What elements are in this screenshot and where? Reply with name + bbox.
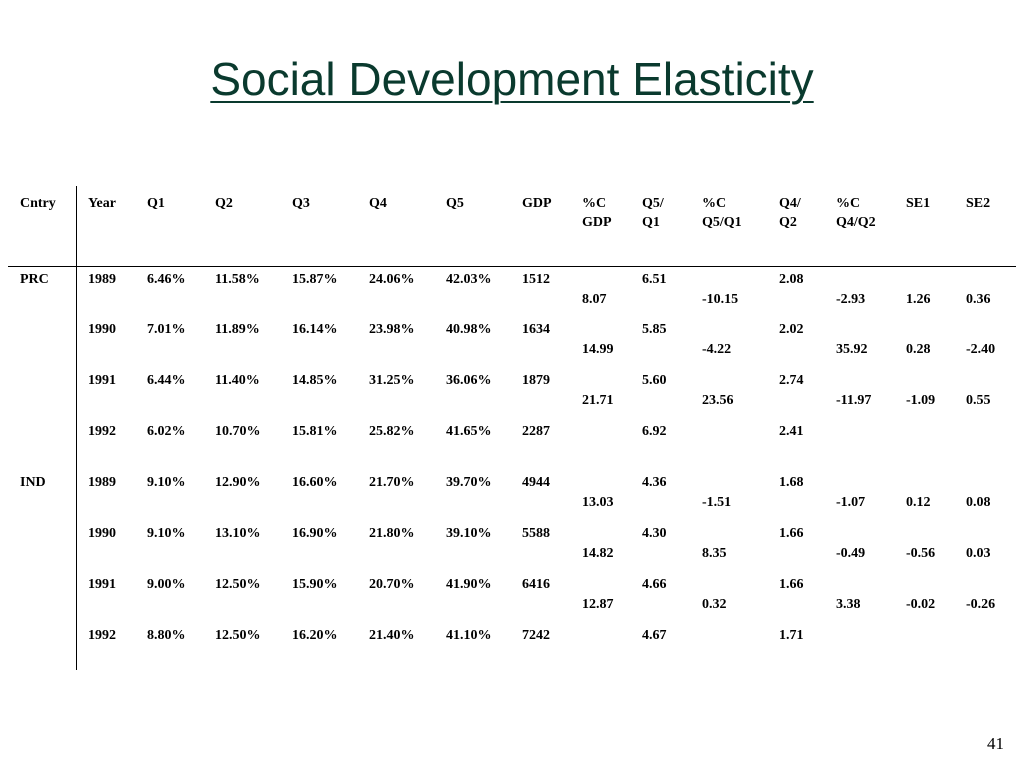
table-cell-q3: 15.87% bbox=[292, 272, 338, 287]
table-cell-pc-q4q2: 3.38 bbox=[836, 597, 861, 612]
table-cell-se1: 0.12 bbox=[906, 495, 931, 510]
table-cell-year: 1989 bbox=[88, 272, 116, 287]
column-header-line: Q5/Q1 bbox=[702, 215, 742, 230]
table-cell-se1: 1.26 bbox=[906, 292, 931, 307]
table-cell-q2: 10.70% bbox=[215, 424, 261, 439]
table-cell-q5: 39.10% bbox=[446, 526, 492, 541]
column-header-line: Cntry bbox=[20, 196, 56, 211]
table-cell-pc-gdp: 14.82 bbox=[582, 546, 614, 561]
table-cell-q4: 24.06% bbox=[369, 272, 415, 287]
table-cell-pc-gdp: 12.87 bbox=[582, 597, 614, 612]
column-header-line: Year bbox=[88, 196, 116, 211]
table-cell-q4: 21.40% bbox=[369, 628, 415, 643]
column-header bbox=[147, 194, 165, 213]
table-cell-q3: 16.20% bbox=[292, 628, 338, 643]
table-cell-q5: 41.65% bbox=[446, 424, 492, 439]
table-cell-year: 1991 bbox=[88, 373, 116, 388]
table-header-rule bbox=[8, 266, 1016, 267]
column-header bbox=[906, 194, 930, 213]
table-cell-gdp: 1879 bbox=[522, 373, 550, 388]
table-cell-q4q2: 2.74 bbox=[779, 373, 804, 388]
table-cell-se2: 0.55 bbox=[966, 393, 991, 408]
table-cell-q2: 11.89% bbox=[215, 322, 260, 337]
table-cell-pc-q5q1: -10.15 bbox=[702, 292, 739, 307]
table-cell-se2: -2.40 bbox=[966, 342, 996, 357]
table-cell-pc-q4q2: -0.49 bbox=[836, 546, 866, 561]
table-cell-se1: 0.28 bbox=[906, 342, 931, 357]
column-header-line: Q5 bbox=[446, 196, 464, 211]
table-cell-pc-q4q2: -11.97 bbox=[836, 393, 872, 408]
table-cell-year: 1990 bbox=[88, 322, 116, 337]
table-cell-pc-gdp: 14.99 bbox=[582, 342, 614, 357]
table-cell-q1: 6.46% bbox=[147, 272, 186, 287]
column-header-line: %C bbox=[836, 196, 861, 211]
table-cell-q1: 9.10% bbox=[147, 475, 186, 490]
table-cell-q4: 20.70% bbox=[369, 577, 415, 592]
table-cell-q5q1: 4.36 bbox=[642, 475, 667, 490]
table-cell-se1: -0.56 bbox=[906, 546, 936, 561]
table-cell-q4q2: 2.02 bbox=[779, 322, 804, 337]
column-header bbox=[292, 194, 310, 213]
table-cell-q2: 11.58% bbox=[215, 272, 260, 287]
table-cell-cntry: IND bbox=[20, 475, 46, 490]
table-cell-pc-q4q2: 35.92 bbox=[836, 342, 868, 357]
table-cell-q1: 6.44% bbox=[147, 373, 186, 388]
table-cell-q5: 41.90% bbox=[446, 577, 492, 592]
table-cell-gdp: 6416 bbox=[522, 577, 550, 592]
column-header-line: Q3 bbox=[292, 196, 310, 211]
table-cell-pc-q5q1: -1.51 bbox=[702, 495, 732, 510]
column-header-line: %C bbox=[582, 196, 607, 211]
column-header-line: Q4/Q2 bbox=[836, 215, 876, 230]
table-cell-pc-q4q2: -2.93 bbox=[836, 292, 866, 307]
column-header-line: %C bbox=[702, 196, 727, 211]
table-cell-q5: 41.10% bbox=[446, 628, 492, 643]
table-cell-q5q1: 5.85 bbox=[642, 322, 667, 337]
table-cell-year: 1992 bbox=[88, 424, 116, 439]
table-cell-q5q1: 4.30 bbox=[642, 526, 667, 541]
column-header-line: Q2 bbox=[779, 215, 797, 230]
column-header bbox=[369, 194, 387, 213]
table-cell-q1: 9.00% bbox=[147, 577, 186, 592]
column-header-line: Q1 bbox=[147, 196, 165, 211]
table-cell-q1: 7.01% bbox=[147, 322, 186, 337]
column-header-line: GDP bbox=[522, 196, 552, 211]
table-cell-q3: 16.14% bbox=[292, 322, 338, 337]
table-cell-pc-gdp: 13.03 bbox=[582, 495, 614, 510]
table-vertical-rule bbox=[76, 186, 77, 670]
table-cell-q1: 6.02% bbox=[147, 424, 186, 439]
table-cell-se2: 0.08 bbox=[966, 495, 991, 510]
table-cell-q5q1: 4.67 bbox=[642, 628, 667, 643]
column-header bbox=[215, 194, 233, 213]
data-table bbox=[8, 186, 1016, 670]
table-cell-q2: 13.10% bbox=[215, 526, 261, 541]
table-cell-q5: 40.98% bbox=[446, 322, 492, 337]
column-header bbox=[522, 194, 552, 213]
table-cell-pc-q5q1: -4.22 bbox=[702, 342, 732, 357]
table-cell-year: 1992 bbox=[88, 628, 116, 643]
table-cell-se2: 0.36 bbox=[966, 292, 991, 307]
table-cell-pc-gdp: 8.07 bbox=[582, 292, 607, 307]
table-cell-q2: 12.50% bbox=[215, 577, 261, 592]
column-header-line: Q1 bbox=[642, 215, 660, 230]
table-cell-gdp: 7242 bbox=[522, 628, 550, 643]
table-cell-q5q1: 5.60 bbox=[642, 373, 667, 388]
table-cell-gdp: 5588 bbox=[522, 526, 550, 541]
column-header bbox=[446, 194, 464, 213]
column-header bbox=[88, 194, 116, 213]
column-header bbox=[20, 194, 56, 213]
table-cell-gdp: 2287 bbox=[522, 424, 550, 439]
column-header-line: Q5/ bbox=[642, 196, 664, 211]
table-cell-q3: 16.60% bbox=[292, 475, 338, 490]
column-header bbox=[966, 194, 990, 213]
table-cell-pc-q4q2: -1.07 bbox=[836, 495, 866, 510]
table-cell-q5: 39.70% bbox=[446, 475, 492, 490]
table-cell-gdp: 1512 bbox=[522, 272, 550, 287]
table-cell-q2: 12.90% bbox=[215, 475, 261, 490]
table-cell-pc-q5q1: 8.35 bbox=[702, 546, 727, 561]
column-header-line: Q4/ bbox=[779, 196, 801, 211]
table-cell-q4: 21.70% bbox=[369, 475, 415, 490]
table-cell-q4: 21.80% bbox=[369, 526, 415, 541]
table-cell-q4: 23.98% bbox=[369, 322, 415, 337]
table-cell-q3: 16.90% bbox=[292, 526, 338, 541]
table-cell-q5: 42.03% bbox=[446, 272, 492, 287]
column-header bbox=[582, 194, 612, 232]
table-cell-q4q2: 1.66 bbox=[779, 526, 804, 541]
table-cell-q4q2: 1.66 bbox=[779, 577, 804, 592]
table-cell-q4q2: 1.71 bbox=[779, 628, 804, 643]
table-cell-se2: 0.03 bbox=[966, 546, 991, 561]
table-cell-q5q1: 6.51 bbox=[642, 272, 667, 287]
table-cell-q4q2: 1.68 bbox=[779, 475, 804, 490]
table-cell-se1: -0.02 bbox=[906, 597, 936, 612]
column-header-line: Q2 bbox=[215, 196, 233, 211]
table-cell-q5q1: 6.92 bbox=[642, 424, 667, 439]
table-cell-q1: 8.80% bbox=[147, 628, 186, 643]
column-header-line: SE2 bbox=[966, 196, 991, 211]
table-cell-year: 1990 bbox=[88, 526, 116, 541]
column-header-line: Q4 bbox=[369, 196, 387, 211]
slide-title: Social Development Elasticity bbox=[210, 53, 814, 105]
table-cell-year: 1991 bbox=[88, 577, 116, 592]
table-cell-q4q2: 2.08 bbox=[779, 272, 804, 287]
table-cell-q4: 31.25% bbox=[369, 373, 415, 388]
table-cell-gdp: 4944 bbox=[522, 475, 550, 490]
table-cell-cntry: PRC bbox=[20, 272, 49, 287]
table-cell-q5q1: 4.66 bbox=[642, 577, 667, 592]
table-cell-q2: 11.40% bbox=[215, 373, 260, 388]
column-header bbox=[642, 194, 664, 232]
column-header-line: GDP bbox=[582, 215, 612, 230]
column-header bbox=[836, 194, 876, 232]
table-cell-q4: 25.82% bbox=[369, 424, 415, 439]
table-cell-pc-q5q1: 23.56 bbox=[702, 393, 734, 408]
table-cell-q3: 15.81% bbox=[292, 424, 338, 439]
page-number: 41 bbox=[987, 734, 1004, 753]
table-cell-se1: -1.09 bbox=[906, 393, 936, 408]
table-cell-q2: 12.50% bbox=[215, 628, 261, 643]
table-cell-year: 1989 bbox=[88, 475, 116, 490]
table-cell-se2: -0.26 bbox=[966, 597, 996, 612]
table-cell-pc-q5q1: 0.32 bbox=[702, 597, 727, 612]
column-header-line: SE1 bbox=[906, 196, 931, 211]
table-cell-q5: 36.06% bbox=[446, 373, 492, 388]
table-cell-q3: 14.85% bbox=[292, 373, 338, 388]
table-cell-q4q2: 2.41 bbox=[779, 424, 804, 439]
table-cell-gdp: 1634 bbox=[522, 322, 550, 337]
column-header bbox=[702, 194, 742, 232]
table-cell-q3: 15.90% bbox=[292, 577, 338, 592]
column-header bbox=[779, 194, 801, 232]
table-cell-pc-gdp: 21.71 bbox=[582, 393, 614, 408]
table-cell-q1: 9.10% bbox=[147, 526, 186, 541]
